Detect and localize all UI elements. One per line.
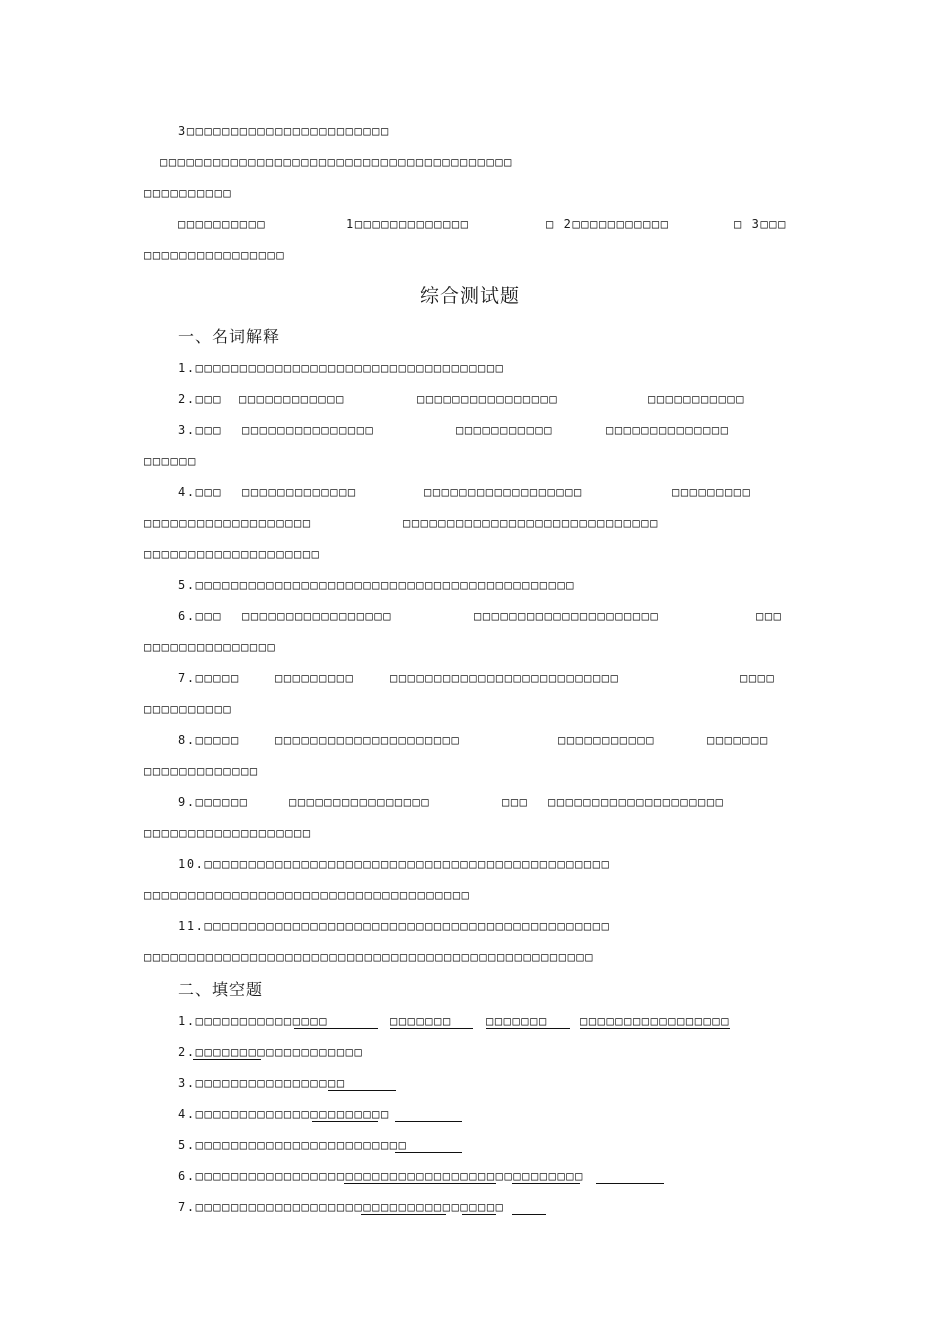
text-line: □□□□□□□□□□□□□□□□□□□□□□□□□□□□□□□□□□□□□ (144, 888, 471, 902)
text-line: 2.□□□ (178, 392, 223, 406)
text-line: 9.□□□□□□ (178, 795, 249, 809)
text-line: □□□□□□□□□□□□□□□ (144, 640, 277, 654)
section-heading-fill-in: 二、填空题 (178, 980, 264, 999)
text-line: □□□□□□□□□□ (144, 702, 233, 716)
text-line: 7.□□□□□□□□□□□□□□□□□□□□□□□□□□□□□□□□□□□ (178, 1200, 505, 1214)
text-line: □□□□□□□□□□□□□□□□□□□□□□□□□□□□□□□□□□□□□□□□□□□□□□□□□□□ (144, 950, 595, 964)
answer-blank[interactable] (596, 1182, 664, 1184)
text-line: 1□□□□□□□□□□□□□ (346, 217, 470, 231)
answer-blank[interactable] (390, 1027, 473, 1029)
answer-blank[interactable] (512, 1182, 580, 1184)
text-line: □□□□□□□ (707, 733, 769, 747)
answer-blank[interactable] (462, 1213, 496, 1215)
text-line: 5.□□□□□□□□□□□□□□□□□□□□□□□□□□□□□□□□□□□□□□□□□□□ (178, 578, 576, 592)
answer-blank[interactable] (395, 1151, 462, 1153)
text-line: □□□□□□□□□□□□□□□□□ (580, 1014, 731, 1028)
text-line: 2.□□□□□□□□□□□□□□□□□□□ (178, 1045, 364, 1059)
answer-blank[interactable] (361, 1213, 446, 1215)
text-line: □ 2□□□□□□□□□□□ (546, 217, 670, 231)
text-line: 5.□□□□□□□□□□□□□□□□□□□□□□□□ (178, 1138, 408, 1152)
text-line: □□□□□□□□□□□□□□□□□□□□□□□□□□ (390, 671, 620, 685)
text-line: 6.□□□ (178, 609, 223, 623)
text-line: □□□□□□□□□□□□□□□□□ (242, 609, 393, 623)
text-line: 11.□□□□□□□□□□□□□□□□□□□□□□□□□□□□□□□□□□□□□□□□□□□□□□ (178, 919, 611, 933)
text-line: □□□□□□□□□□□ (558, 733, 656, 747)
text-line: □□□□□□□□□□□ (648, 392, 746, 406)
text-line: □□□□□□□□□ (275, 671, 355, 685)
answer-blank[interactable] (395, 1120, 462, 1122)
text-line: 7.□□□□□ (178, 671, 240, 685)
answer-blank[interactable] (328, 1089, 396, 1091)
text-line: □□□□□□□□□□□□□□□□ (417, 392, 559, 406)
text-line: □□□□□□□□□□□□ (239, 392, 345, 406)
answer-blank[interactable] (486, 1027, 570, 1029)
text-line: □□□□ (740, 671, 776, 685)
text-line: □□□□□□□□□□ (178, 217, 267, 231)
text-line: □□□□□□□□□□□□□□□ (242, 423, 375, 437)
section-heading-terms: 一、名词解释 (178, 327, 281, 346)
text-line: □□□□□□□□□□□ (456, 423, 554, 437)
text-line: □□□□□□□□□□□□□□ (606, 423, 730, 437)
text-line: □□□□□□□□□□□□□ (144, 764, 259, 778)
text-line: □□□□□□ (144, 454, 197, 468)
answer-blank[interactable] (512, 1213, 546, 1215)
text-line: 4.□□□□□□□□□□□□□□□□□□□□□□ (178, 1107, 390, 1121)
text-line: 6.□□□□□□□□□□□□□□□□□□□□□□□□□□□□□□□□□□□□□□□□□□□□ (178, 1169, 584, 1183)
text-line: □□□□□□□□□□□□□□□□□□□□□ (275, 733, 461, 747)
text-line: □□□□□□□□□□ (144, 186, 233, 200)
text-line: □ 3□□□ (734, 217, 787, 231)
answer-blank[interactable] (193, 1058, 261, 1060)
text-line: 4.□□□ (178, 485, 223, 499)
text-line: 3□□□□□□□□□□□□□□□□□□□□□□□ (178, 124, 390, 138)
text-line: 1.□□□□□□□□□□□□□□□□□□□□□□□□□□□□□□□□□□□ (178, 361, 505, 375)
text-line: □□□□□□□□□□□□□□□□□□□ (144, 826, 312, 840)
text-line: □□□□□□□□□□□□□□□□□□□□□ (474, 609, 660, 623)
answer-blank[interactable] (344, 1182, 496, 1184)
text-line: 1.□□□□□□□□□□□□□□□ (178, 1014, 329, 1028)
text-line: □□□□□□□□□□□□□□□□ (289, 795, 431, 809)
text-line: 3.□□□□□□□□□□□□□□□□□ (178, 1076, 346, 1090)
text-line: □□□□□□□ (390, 1014, 452, 1028)
text-line: □□□□□□□□□ (672, 485, 752, 499)
text-line: □□□□□□□□□□□□□□□□□□□□ (144, 547, 321, 561)
page-title: 综合测试题 (420, 285, 521, 307)
text-line: □□□□□□□□□□□□□ (242, 485, 357, 499)
text-line: 10.□□□□□□□□□□□□□□□□□□□□□□□□□□□□□□□□□□□□□□□□□□□□□□ (178, 857, 611, 871)
text-line: □□□ (502, 795, 529, 809)
text-line: □□□□□□□□□□□□□□□□ (144, 248, 286, 262)
answer-blank[interactable] (580, 1027, 730, 1029)
answer-blank[interactable] (312, 1120, 378, 1122)
text-line: □□□□□□□ (486, 1014, 548, 1028)
text-line: □□□□□□□□□□□□□□□□□□□□ (548, 795, 725, 809)
text-line: □□□□□□□□□□□□□□□□□□ (424, 485, 583, 499)
text-line: □□□□□□□□□□□□□□□□□□□□□□□□□□□□□ (403, 516, 659, 530)
text-line: 3.□□□ (178, 423, 223, 437)
answer-blank[interactable] (294, 1027, 378, 1029)
text-line: □□□□□□□□□□□□□□□□□□□□□□□□□□□□□□□□□□□□□□□□ (160, 155, 513, 169)
text-line: □□□ (756, 609, 783, 623)
text-line: □□□□□□□□□□□□□□□□□□□ (144, 516, 312, 530)
text-line: 8.□□□□□ (178, 733, 240, 747)
